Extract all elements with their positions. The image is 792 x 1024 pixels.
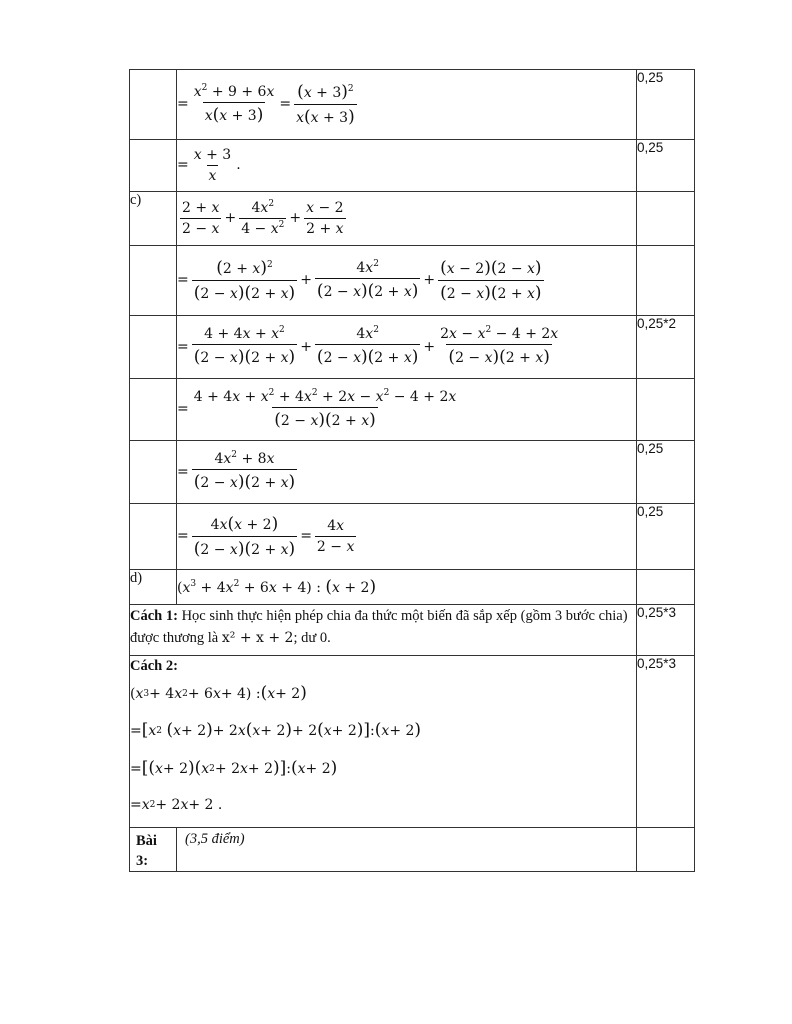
label-cell	[130, 504, 177, 570]
points-cell	[177, 828, 637, 872]
math-cell: = $\frac{4x(x + 2)}{(2 - x)(2 + x)}$ = $\frac{4x}{2 - x}$	[177, 504, 637, 570]
table-row	[130, 140, 695, 192]
method-1-cell	[130, 605, 637, 656]
math-cell: $(x^3 + 4x^2 + 6x + 4)$ : (x + 2)	[177, 570, 637, 605]
method-2-line: = [ x 2 ( x + 2 ) + 2 x ( x + 2 ) + 2 ( x + 2 ) ] : ( x + 2 )	[130, 720, 422, 741]
table-row	[130, 246, 695, 316]
table-row	[130, 570, 695, 605]
label-cell	[130, 70, 177, 140]
label-cell	[130, 246, 177, 316]
method-2-title: Cách 2:	[130, 658, 178, 674]
math-cell: = $\frac{(2 + x)^2}{(2 - x)(2 + x)}$ + $\frac{4x^2}{(2 - x)(2 + x)}$ + $\frac{(x - 2)(2 - x)}{(2 - x)(2 + x)}$	[177, 246, 637, 316]
score-cell: 0,25	[637, 441, 695, 504]
table-row	[130, 70, 695, 140]
score-cell	[637, 246, 695, 316]
label-cell	[130, 441, 177, 504]
math-cell: = $\frac{4 + 4x + x^2 + 4x^2 + 2x - x^2 - 4 + 2x}{(2 - x)(2 + x)}$	[177, 379, 637, 441]
solution-table	[129, 69, 695, 872]
label-c: c)	[130, 192, 177, 246]
score-cell: 0,25*3	[637, 605, 695, 656]
score-cell	[637, 379, 695, 441]
label-cell	[130, 316, 177, 379]
score-cell: 0,25	[637, 504, 695, 570]
table-row	[130, 192, 695, 246]
math-cell: = $\frac{4x^2 + 8x}{(2 - x)(2 + x)}$	[177, 441, 637, 504]
math-cell: $\frac{2 + x}{2 - x}$ + $\frac{4x^2}{4 - x^2}$ + $\frac{x - 2}{2 + x}$	[177, 192, 637, 246]
score-cell: 0,25	[637, 140, 695, 192]
table-row	[130, 828, 695, 872]
method-2-line: = x 2 + 2 x + 2 .	[130, 796, 223, 813]
label-cell	[130, 379, 177, 441]
math-cell: = $\frac{x^2 + 9 + 6x}{x(x + 3)}$ = $\frac{(x + 3)^2}{x(x + 3)}$	[177, 70, 637, 140]
table-row	[130, 316, 695, 379]
method-1-remainder: ; dư 0.	[293, 630, 331, 647]
score-cell	[637, 192, 695, 246]
method-2-cell	[130, 656, 637, 828]
score-cell	[637, 570, 695, 605]
math-cell: = $\frac{x + 3}{x}$ .	[177, 140, 637, 192]
score-cell: 0,25	[637, 70, 695, 140]
table-row	[130, 605, 695, 656]
method-1-text: Học sinh thực hiện phép chia đa thức một biến đã sắp xếp (gồm 3 bước chia) được thương là	[130, 608, 628, 647]
score-cell: 0,25*3	[637, 656, 695, 828]
score-cell: 0,25*2	[637, 316, 695, 379]
math-cell: = $\frac{4 + 4x + x^2}{(2 - x)(2 + x)}$ + $\frac{4x^2}{(2 - x)(2 + x)}$ + $\frac{2x - x^2 - 4 + 2x}{(2 - x)(2 + x)}$	[177, 316, 637, 379]
table-row	[130, 656, 695, 828]
table-row	[130, 441, 695, 504]
label-bai3: Bài 3:	[130, 828, 177, 872]
score-cell	[637, 828, 695, 872]
label-cell	[130, 140, 177, 192]
method-2-line: = [( x + 2 )( x 2 + 2 x + 2 )] : ( x + 2 )	[130, 758, 338, 779]
method-1-title: Cách 1:	[130, 608, 178, 624]
method-2-line: ( x 3 + 4 x 2 + 6 x + 4) : ( x + 2 )	[130, 683, 307, 704]
table-row	[130, 379, 695, 441]
table-row	[130, 504, 695, 570]
label-d: d)	[130, 570, 177, 605]
bai3-points: (3,5 điểm)	[185, 831, 245, 847]
method-1-quotient: x² + x + 2	[221, 630, 294, 647]
